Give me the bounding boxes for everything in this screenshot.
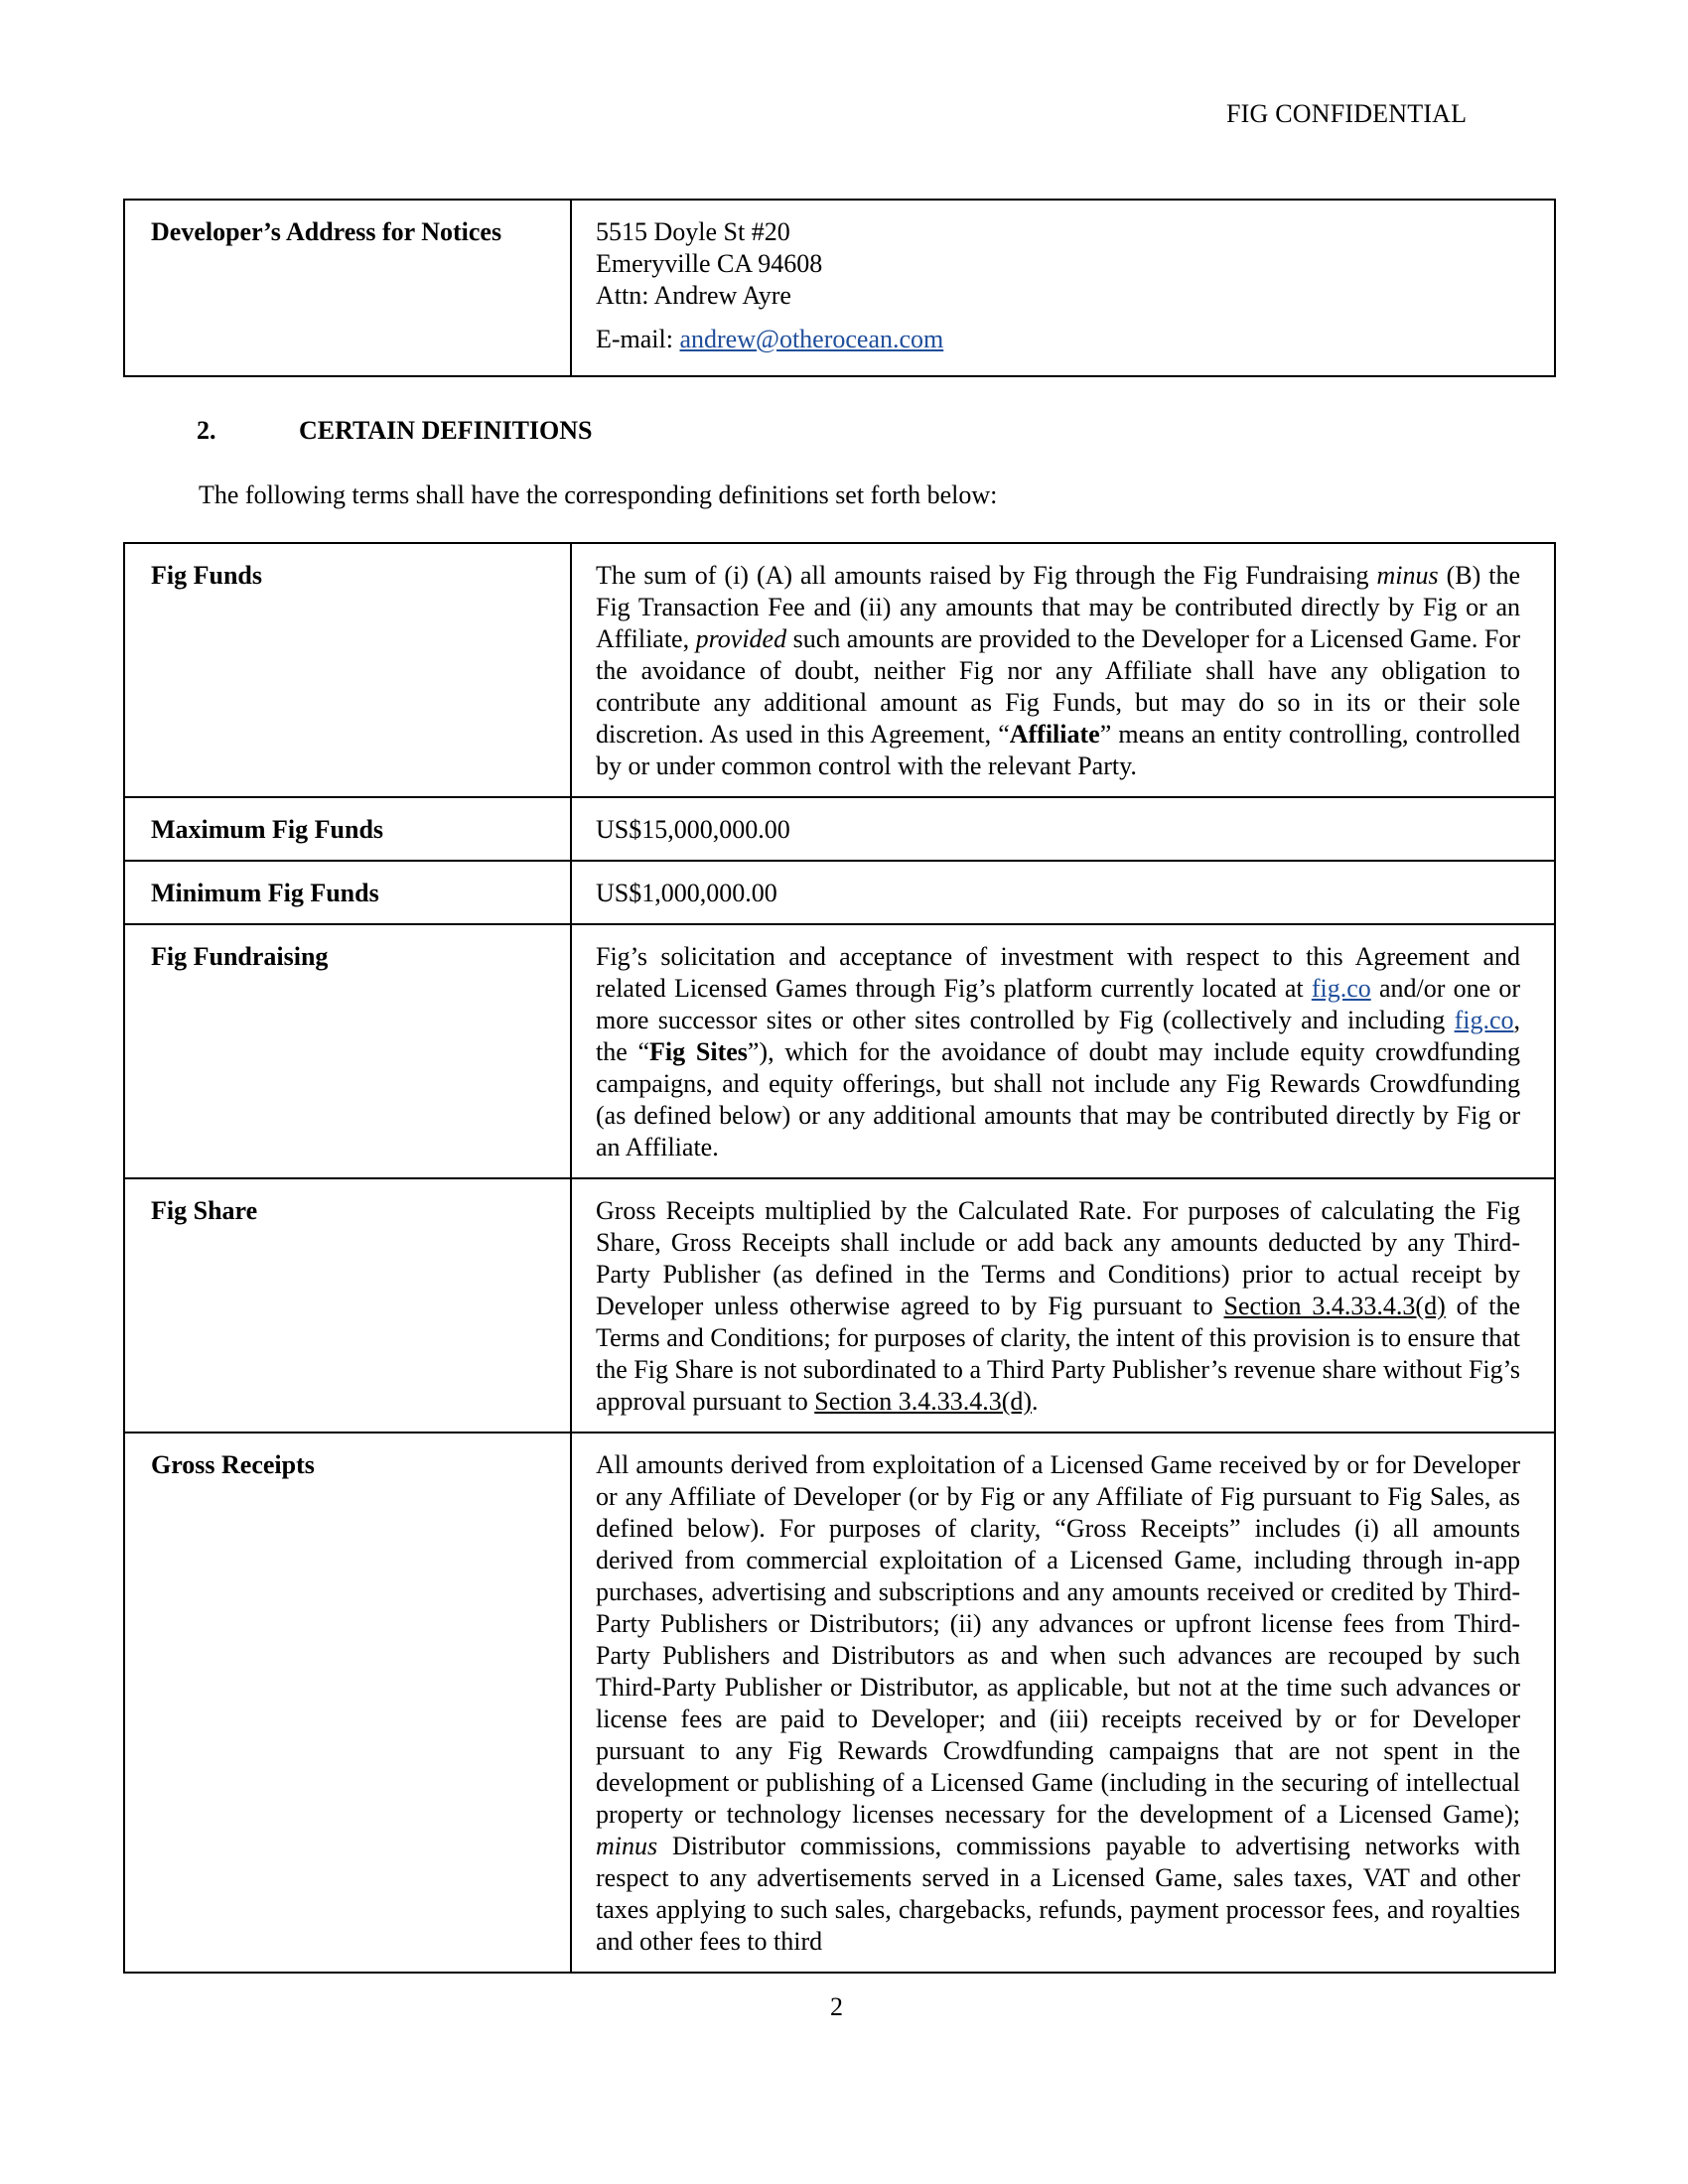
definition-text: Gross Receipts multiplied by the Calculated Rate. For purposes of calculating the Fig Share, Gross Receipts shall include or add back any amounts deducted by any Third-Party Publisher (as defined in the Terms and Conditions) prior to actual receipt by Developer unless otherwise agreed to by Fig pursuant to [596, 1196, 1520, 1320]
definition-text: . [1032, 1387, 1039, 1416]
definition-text: and/or one or more successor sites or other sites controlled by Fig (collectively and including [596, 974, 1520, 1034]
term-gross-receipts: Gross Receipts [124, 1433, 571, 1973]
section-reference: Section 3.4.33.4.3(d) [814, 1387, 1033, 1416]
address-line2: Emeryville CA 94608 [596, 249, 823, 278]
definition-text: minus [1376, 561, 1439, 590]
section-title: CERTAIN DEFINITIONS [299, 416, 593, 445]
definition-text: ” means an entity controlling, controlled by or under common control with the relevant Party. [596, 720, 1520, 780]
definition-text: The sum of (i) (A) all amounts raised by Fig through the Fig Fundraising [596, 561, 1377, 590]
definition-fig-funds [571, 543, 1555, 797]
table-row [124, 1178, 1555, 1433]
table-row [124, 543, 1555, 797]
table-row [124, 861, 1555, 924]
definition-text: Fig’s solicitation and acceptance of investment with respect to this Agreement and related Licensed Games through Fig’s platform currently located at [596, 942, 1520, 1003]
definition-fig-fundraising [571, 924, 1555, 1178]
definition-text: such amounts are provided to the Developer for a Licensed Game. For the avoidance of doubt, neither Fig nor any Affiliate shall have any obligation to contribute any additional amount as Fig Funds, but may do so in its or their sole discretion. As used in this Agreement, “ [596, 624, 1520, 749]
table-row [124, 924, 1555, 1178]
fig-co-link[interactable]: fig.co [1311, 974, 1371, 1003]
confidential-header: FIG CONFIDENTIAL [1226, 99, 1468, 128]
term-maximum-fig-funds: Maximum Fig Funds [124, 797, 571, 861]
term-fig-funds: Fig Funds [124, 543, 571, 797]
email-prefix: E-mail: [596, 325, 680, 353]
section-number: 2. [197, 416, 216, 445]
definition-minimum-fig-funds: US$1,000,000.00 [571, 861, 1555, 924]
table-row [124, 797, 1555, 861]
term-fig-share: Fig Share [124, 1178, 571, 1433]
definition-text: minus [596, 1832, 658, 1860]
definition-text: ”), which for the avoidance of doubt may include equity crowdfunding campaigns, and equity offerings, but shall not include any Fig Rewards Crowdfunding (as defined below) or any additional amounts that may be contributed directly by Fig or an Affiliate. [596, 1037, 1520, 1161]
section-intro: The following terms shall have the corresponding definitions set forth below: [199, 480, 998, 509]
definition-text: Fig Sites [649, 1037, 748, 1066]
definition-text: , the “ [596, 1006, 1520, 1066]
notices-address [571, 200, 1555, 376]
page-number: 2 [830, 1992, 843, 2021]
notices-table [123, 199, 1556, 377]
definition-text: of the Terms and Conditions; for purposes of clarity, the intent of this provision is to ensure that the Fig Share is not subordinated to a Third Party Publisher’s revenue share without Fig’s approval pursuant to [596, 1292, 1520, 1416]
definition-text: Affiliate [1009, 720, 1100, 749]
table-row [124, 1433, 1555, 1973]
email-link[interactable]: andrew@otherocean.com [679, 325, 944, 353]
notices-label: Developer’s Address for Notices [124, 200, 571, 376]
definition-gross-receipts [571, 1433, 1555, 1973]
email-line [596, 324, 1520, 355]
definition-text: All amounts derived from exploitation of a Licensed Game received by or for Developer or any Affiliate of Developer (or by Fig or any Affiliate of Fig pursuant to Fig Sales, as defined below). For purposes of clarity, “Gross Receipts” includes (i) all amounts derived from commercial exploitation of a Licensed Game, including through in-app purchases, advertising and subscriptions and any amounts received or credited by Third-Party Publishers or Distributors; (ii) any advances or upfront license fees from Third-Party Publishers and Distributors as and when such advances are recouped by such Third-Party Publisher or Distributor, as applicable, but not at the time such advances or license fees are paid to Developer; and (iii) receipts received by or for Developer pursuant to any Fig Rewards Crowdfunding campaigns that are not spent in the development or publishing of a Licensed Game (including in the securing of intellectual property or technology licenses necessary for the development of a Licensed Game); [596, 1450, 1520, 1829]
definition-text: Distributor commissions, commissions payable to advertising networks with respect to any advertisements served in a Licensed Game, sales taxes, VAT and other taxes applying to such sales, chargebacks, refunds, payment processor fees, and royalties and other fees to third [596, 1832, 1520, 1956]
table-row [124, 200, 1555, 376]
address-line1: 5515 Doyle St #20 [596, 217, 790, 246]
term-minimum-fig-funds: Minimum Fig Funds [124, 861, 571, 924]
definition-fig-share [571, 1178, 1555, 1433]
definition-text: (B) the Fig Transaction Fee and (ii) any amounts that may be contributed directly by Fig or an Affiliate, [596, 561, 1520, 653]
definition-text: provided [695, 624, 787, 653]
term-fig-fundraising: Fig Fundraising [124, 924, 571, 1178]
definition-maximum-fig-funds: US$15,000,000.00 [571, 797, 1555, 861]
fig-co-link[interactable]: fig.co [1454, 1006, 1514, 1034]
section-reference: Section 3.4.33.4.3(d) [1223, 1292, 1446, 1320]
definitions-table [123, 542, 1556, 1974]
address-attn: Attn: Andrew Ayre [596, 281, 791, 310]
